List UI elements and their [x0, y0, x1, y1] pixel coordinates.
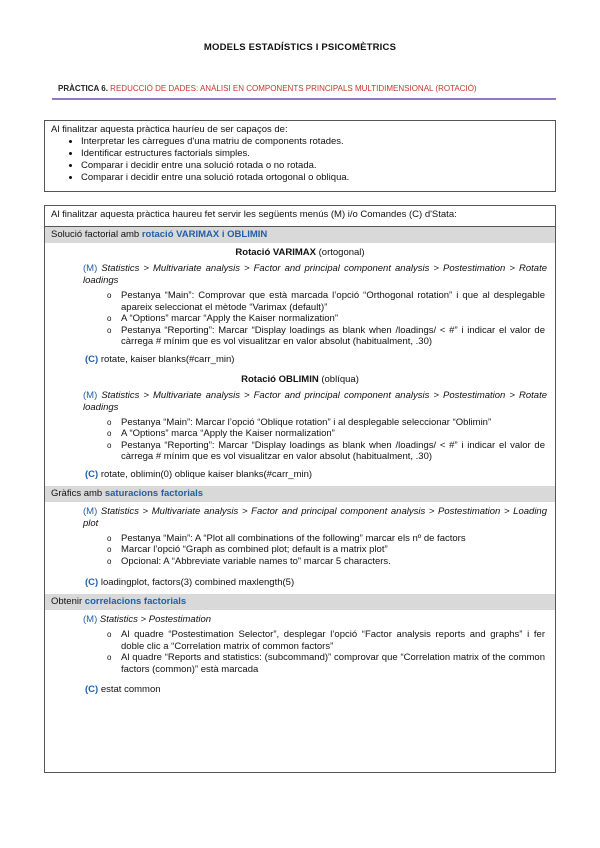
step-item: o A “Options” marca “Apply the Kaiser normalization”	[121, 428, 545, 440]
command-text: loadingplot, factors(3) combined maxlength(5)	[100, 577, 295, 588]
command-tag: (C)	[85, 353, 99, 365]
command-tag: (C)	[85, 468, 99, 480]
step-item: o Marcar l’opció “Graph as combined plot; default is a matrix plot”	[121, 544, 545, 556]
menu-tag: (M)	[83, 505, 98, 517]
menus-box	[44, 205, 556, 773]
oblimin-title	[45, 374, 555, 386]
menu-tag: (M)	[83, 389, 98, 401]
varimax-steps	[45, 290, 555, 348]
objective-item: • Identificar estructures factorials simples.	[81, 148, 549, 160]
oblimin-title-text: Rotació OBLIMIN	[241, 373, 319, 385]
step-item: o Pestanya “Reporting”: Marcar “Display loadings as blank when /loadings/ < #” i indicar el valor de càrrega # mínim que es vol visualitzar en valor absolut (habitualment, .30)	[121, 325, 545, 348]
menu-tag: (M)	[83, 614, 98, 625]
menu-path-text: Statistics > Multivariate analysis > Factor and principal component analysis > Postestimation > Rotate loadings	[83, 389, 547, 413]
section-bar-correlations	[45, 594, 555, 610]
menu-path-text: Statistics > Multivariate analysis > Factor and principal component analysis > Postestimation > Loading plot	[83, 505, 547, 529]
menu-tag: (M)	[83, 263, 98, 274]
menu-path-text: Statistics > Postestimation	[99, 614, 212, 625]
section-bar-text: Gràfics amb	[51, 487, 105, 499]
loadingplot-menu-path	[83, 506, 547, 530]
command-text: rotate, kaiser blanks(#carr_min)	[100, 353, 235, 365]
step-item: o A “Options” marcar “Apply the Kaiser normalization”	[121, 313, 545, 325]
estat-command	[85, 684, 555, 696]
postestimation-steps	[45, 629, 555, 675]
section-bar-rotation	[45, 227, 555, 243]
step-item: o Pestanya “Main”: Comprovar que està marcada l’opció “Orthogonal rotation” i que al desplegable apareix seleccionat el mètode “Varimax (default)”	[121, 290, 545, 313]
objectives-intro: Al finalitzar aquesta pràctica hauríeu de ser capaços de:	[51, 124, 288, 135]
loadingplot-command	[85, 577, 555, 589]
oblimin-command	[85, 469, 555, 481]
step-item: o Pestanya “Main”: A “Plot all combinations of the following” marcar els nº de factors	[121, 533, 545, 545]
oblimin-steps	[45, 417, 555, 463]
menus-intro: Al finalitzar aquesta pràctica haureu fet servir les següents menús (M) i/o Comandes (C) d'Stata:	[45, 206, 555, 227]
menu-path-text: Statistics > Multivariate analysis > Factor and principal component analysis > Postestimation > Rotate loadings	[83, 263, 547, 286]
practica-number: PRÀCTICA 6.	[58, 84, 108, 93]
command-text: estat common	[100, 684, 161, 695]
step-item: o Pestanya “Main”: Marcar l’opció “Oblique rotation” i al desplegable seleccionar “Oblimin”	[121, 417, 545, 429]
oblimin-menu-path	[83, 390, 547, 414]
postestimation-menu-path	[83, 614, 547, 626]
objectives-list	[51, 136, 549, 184]
section-bar-highlight: correlacions factorials	[84, 596, 187, 607]
varimax-title-note: (ortogonal)	[318, 247, 365, 258]
varimax-title	[45, 247, 555, 259]
oblimin-title-note: (oblíqua)	[321, 373, 359, 385]
varimax-title-text: Rotació VARIMAX	[235, 247, 316, 258]
section-bar-text: Obtenir	[51, 596, 85, 607]
objective-item: • Interpretar les càrregues d'una matriu de components rotades.	[81, 136, 549, 148]
section-bar-highlight: rotació VARIMAX i OBLIMIN	[141, 229, 268, 240]
practica-title: REDUCCIÓ DE DADES: ANÀLISI EN COMPONENTS PRINCIPALS MULTIDIMENSIONAL (ROTACIÓ)	[110, 84, 477, 93]
section-bar-loadings	[45, 486, 555, 502]
command-tag: (C)	[85, 577, 99, 588]
practica-heading	[58, 84, 548, 93]
step-item: o Pestanya “Reporting”: Marcar “Display loadings as blank when /loadings/ < #” i indicar el valor de càrrega # mínim que es vol visualitzar en valor absolut (habitualment, .30)	[121, 440, 545, 463]
varimax-command	[85, 354, 555, 366]
section-bar-text: Solució factorial amb	[51, 229, 142, 240]
loadingplot-steps	[45, 533, 555, 568]
heading-divider	[52, 98, 556, 100]
objectives-box	[44, 120, 556, 192]
objective-item: • Comparar i decidir entre una solució rotada ortogonal o obliqua.	[81, 172, 549, 184]
objective-item: • Comparar i decidir entre una solució rotada o no rotada.	[81, 160, 549, 172]
step-item: o Al quadre “Reports and statistics: (subcommand)” comprovar que “Correlation matrix of the common factors (common)” està marcada	[121, 652, 545, 675]
command-text: rotate, oblimin(0) oblique kaiser blanks(#carr_min)	[100, 468, 313, 480]
section-bar-highlight: saturacions factorials	[104, 487, 204, 499]
document-title: MODELS ESTADÍSTICS I PSICOMÈTRICS	[203, 42, 397, 53]
varimax-menu-path	[83, 263, 547, 287]
step-item: o Al quadre “Postestimation Selector”, desplegar l’opció “Factor analysis reports and graphs” i fer doble clic a “Correlation matrix of common factors”	[121, 629, 545, 652]
command-tag: (C)	[85, 684, 99, 695]
step-item: o Opcional: A “Abbreviate variable names to” marcar 5 characters.	[121, 556, 545, 568]
